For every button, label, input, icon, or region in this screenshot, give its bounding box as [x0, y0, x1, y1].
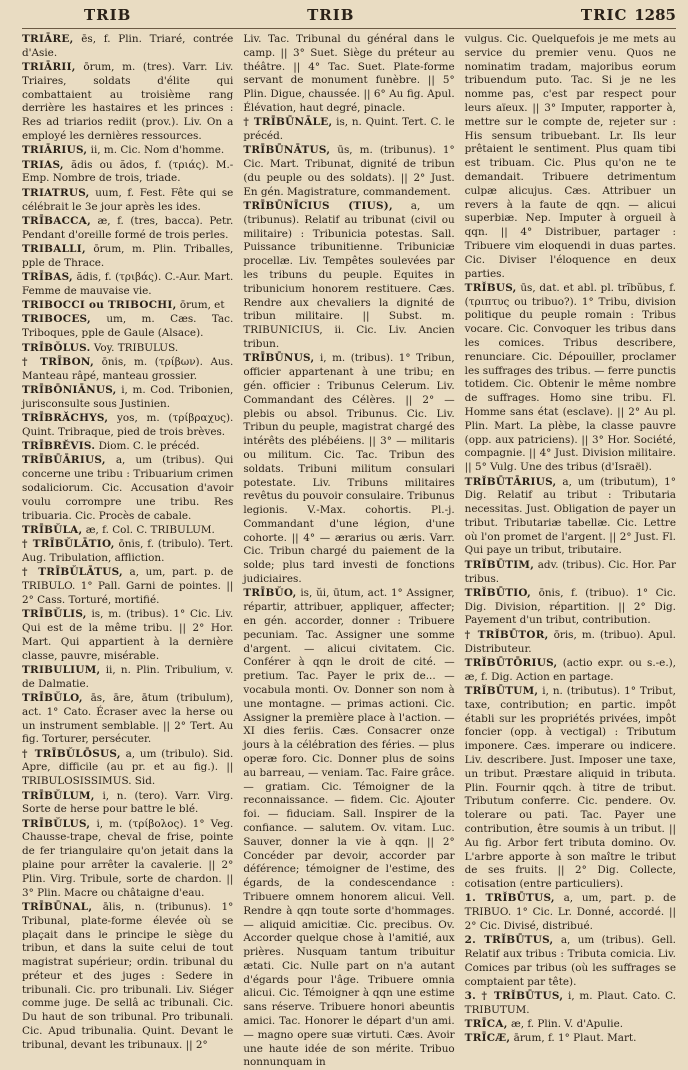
entry-definition: ōnis, f. (tribuo). 1° Cic. Dig. Division, répartition. || 2° Dig. Payement d'un tribut, contribution.: [464, 586, 676, 627]
entry-headword: TRIBULIUM,: [22, 663, 101, 676]
dictionary-entry: [465, 934, 676, 989]
entry-definition: ii, n. Plin. Tribulium, v. de Dalmatie.: [22, 663, 234, 690]
entry-definition: um, m. Cæs. Tac. Triboques, pple de Gaule (Alsace).: [22, 313, 234, 340]
dictionary-entry: [22, 271, 233, 299]
entry-definition: ōrum, m. (tres). Varr. Liv. Triaires, soldats d'élite qui combattaient au troisième rang derrière les hastaires et les princes : Res ad triarios rediit (prov.). Liv. On a employé les dernières ressources.: [22, 61, 234, 143]
entry-headword: † TRĪBŬLŌSUS,: [22, 747, 121, 760]
dictionary-entry: [22, 748, 233, 789]
entry-definition: vulgus. Cic. Quelquefois je me mets au service du premier venu. Quos ne nominatim tradam, majoribus eorum tribuendum puto. Tac. Si je ne les nomme pas, c'est par respect pour leurs aïeux. || 3° Imputer, rapporter à, mettre sur le compte de, rejeter sur : His sensum tribuebant. Lr. Ils leur prêtaient le sentiment. Plus quam tibi est tribuam. Cic. Plus qu'on ne te demandait. Tribuere detrimentum culpæ alicujus. Cæs. Attribuer un revers à la faute de qqn. — alicui superbiæ. Nep. Imputer à orgueil à qqn. || 4° Distribuer, partager : Tribuere vim eloquendi in duas partes. Cic. Diviser l'éloquence en deux parties.: [464, 33, 676, 280]
dictionary-entry: [22, 566, 233, 607]
entry-definition: i, m. (τρίβολος). 1° Veg. Chausse-trape, cheval de frise, pointe de fer triangulaire qu'on jetait dans la plaine pour arrêter la cavalerie. || 2° Plin. Virg. Tribule, sorte de chardon. || 3° Plin. Macre ou châtaigne d'eau.: [22, 817, 234, 899]
entry-headword: TRIATRUS,: [22, 186, 90, 199]
dictionary-entry: [22, 356, 233, 384]
entry-headword: TRĪBRĂCHYS,: [22, 412, 109, 425]
entry-definition: ālis, n. (tribunus). 1° Tribunal, plate-forme élevée où se plaçait dans le principe le siège du tribun, et dans la suite celui de tout magistrat supérieur; ordin. tribunal du préteur et des juges : Sedere in tribunali. Cic. pro tribunali. Liv. Siéger comme juge. De sellâ ac tribunali. Cic. Du haut de son tribunal. Pro tribunali. Cic. Apud tribunalia. Quint. Devant le tribunal, devant les tribunaux. || 2°: [22, 900, 234, 1051]
dictionary-entry: [22, 818, 233, 901]
entry-definition: i, m. Cod. Tribonien, jurisconsulte sous Justinien.: [22, 383, 234, 410]
entry-headword: TRĪBŬO,: [243, 587, 297, 600]
dictionary-entry: [243, 200, 454, 352]
entry-headword: TRĪCA,: [464, 1018, 508, 1031]
entry-definition: is, n. Quint. Tert. C. le précéd.: [243, 116, 455, 143]
entry-definition: a, um (tribus). Gell. Relatif aux tribus : Tributa comicia. Liv. Comices par tribus (où les suffrages se comptaient par tête).: [464, 934, 676, 988]
entry-headword: TRĪBACCA,: [22, 214, 91, 227]
dictionary-entry: [243, 587, 454, 1070]
entry-definition: a, um (tribulo). Sid. Apre, difficile (au pr. et au fig.). || TRIBULOSISSIMUS. Sid.: [22, 747, 234, 788]
dictionary-entry: [22, 243, 233, 271]
dictionary-entry: [22, 790, 233, 818]
entry-headword: TRĬBŪTŌRIUS,: [464, 656, 558, 669]
dictionary-entry: [465, 990, 676, 1018]
entry-headword: TRĪBŪNUS,: [243, 352, 315, 365]
entry-definition: Liv. Tac. Tribunal du général dans le camp. || 3° Suet. Siège du préteur au théâtre. || 4° Tac. Suet. Plate-forme servant de monument funèbre. || 5° Plin. Digue, chaussée. || 6° Au fig. Apul. Élévation, haut degré, pinacle.: [243, 33, 455, 114]
dictionary-entry: [22, 144, 233, 158]
entry-headword: TRIĀRE,: [22, 33, 74, 45]
dictionary-entry: [22, 440, 233, 454]
center-headword: TRIB: [307, 6, 355, 24]
entry-headword: TRĪCÆ,: [464, 1032, 511, 1045]
column-1: [22, 33, 234, 1051]
entry-headword: † TRĪBON,: [22, 355, 94, 368]
entry-headword: TRĪBRĔVIS.: [22, 440, 96, 453]
entry-headword: TRĬBŪTIO,: [464, 586, 532, 599]
dictionary-entry: [465, 629, 676, 657]
entry-definition: ūs, dat. et abl. pl. trĭbŭbus, f. (τριπτυς ou tribuo?). 1° Tribu, division politique du peuple romain : Tribus vocare. Cic. Convoquer les tribus dans les comices. Tribus describere, renunciare. Cic. Dépouiller, proclamer les suffrages des tribus. — ferre punctis totidem. Cic. Obtenir le même nombre de suffrages. Homo sine tribu. Fl. Homme sans état (esclave). || 2° Au pl. Plin. Mart. La plèbe, la classe pauvre (opp. aux patriciens). || 3° Hor. Société, compagnie. || 4° Just. Division militaire. || 5° Vulg. Une des tribus (d'Israël).: [464, 281, 676, 474]
entry-headword: TRIBOCES,: [22, 313, 91, 326]
entry-headword: TRĪBŪNĀTUS,: [243, 144, 331, 157]
dictionary-entry: [465, 587, 676, 628]
entry-definition: a, um (tribunus). Relatif au tribunat (civil ou militaire) : Tribunicia potestas. Sall. Puissance tribunitienne. Tribuniciæ procellæ. Liv. Tempêtes soulevées par les tribuns du peuple. Equites in tribunicium honorem restituere. Cæs. Rendre aux chevaliers la dignité de tribun militaire. || Subst. m. TRIBUNICIUS, ii. Cic. Liv. Ancien tribun.: [243, 200, 455, 351]
dictionary-entry: [22, 664, 233, 692]
entry-definition: Voy. TRIBULUS.: [93, 341, 179, 354]
entry-definition: ōnis, m. (τρίβων). Aus. Manteau râpé, manteau grossier.: [22, 355, 234, 382]
dictionary-entry: [22, 299, 233, 313]
dictionary-entry: [243, 116, 454, 144]
entry-definition: i, n. (tero). Varr. Virg. Sorte de herse pour battre le blé.: [22, 789, 234, 816]
dictionary-entry: [22, 412, 233, 440]
column-3: [464, 33, 676, 1045]
entry-definition: Diom. C. le précéd.: [98, 440, 200, 453]
entry-definition: a, um (tribus). Qui concerne une tribu : Tribuarium crimen sodaliciorum. Cic. Accusation d'avoir voulu corrompre une tribu. Res tribuaria. Cic. Procès de cabale.: [22, 454, 234, 522]
running-header: [22, 6, 676, 29]
dictionary-entry: [22, 313, 233, 341]
columns: [22, 33, 676, 1069]
entry-definition: ōrum, et: [179, 299, 225, 312]
entry-headword: † TRĬBŪTOR,: [464, 628, 549, 641]
entry-definition: ūs, m. (tribunus). 1° Cic. Mart. Tribunat, dignité de tribun (du peuple ou des soldats). || 2° Just. En gén. Magistrature, commandement.: [243, 144, 455, 198]
dictionary-entry: [465, 33, 676, 281]
dictionary-entry: [22, 524, 233, 538]
entry-definition: ii, m. Cic. Nom d'homme.: [90, 144, 225, 157]
dictionary-entry: [243, 33, 454, 116]
entry-headword: TRĪBŪNĪCIUS (TIUS),: [243, 200, 393, 213]
entry-definition: yos, m. (τρίβραχυς). Quint. Tribraque, pied de trois brèves.: [22, 412, 234, 438]
entry-definition: a, um, part. p. de TRIBULO. 1° Pall. Garni de pointes. || 2° Cass. Torturé, mortifié.: [22, 566, 234, 606]
dictionary-entry: [243, 352, 454, 587]
entry-headword: † TRĪBŪNĀLE,: [243, 116, 333, 129]
entry-headword: TRĬBUS,: [464, 281, 517, 294]
dictionary-entry: [22, 692, 233, 747]
column-2: [243, 33, 455, 1069]
entry-definition: uum, f. Fest. Fête qui se célébrait le 3e jour après les ides.: [22, 186, 234, 213]
entry-definition: æ, f. Col. C. TRIBULUM.: [85, 523, 215, 536]
dictionary-entry: [22, 159, 233, 187]
entry-definition: is, ŭi, ūtum, act. 1° Assigner, répartir, attribuer, appliquer, affecter; en gén. accorder, donner : Tribuere pecuniam. Tac. Assigner une somme d'argent. — alicui civitatem. Cic. Conférer à qqn le droit de cité. — pretium. Tac. Payer le prix de... — vocabula monti. Ov. Donner son nom à une montagne. — primas actioni. Cic. Assigner la première place à l'action. — XI dies feriis. Cæs. Consacrer onze jours à la célébration des féries. — plus operæ foro. Cic. Donner plus de soins au barreau, — veniam. Tac. Faire grâce. — gratiam. Cic. Témoigner de la reconnaissance. — fidem. Cic. Ajouter foi. — fiduciam. Sall. Inspirer de la confiance. — salutem. Ov. vitam. Luc. Sauver, donner la vie à qqn. || 2° Concéder par devoir, accorder par déférence; témoigner de l'estime, des égards, de la condescendance : Tribuere omnem honorem alicui. Vell. Rendre à qqn toute sorte d'hommages. — aliquid amicitiæ. Cic. precibus. Ov. Accorder quelque chose à l'amitié, aux prières. Nusquam tantum tribuitur ætati. Cic. Nulle part on n'a autant d'égards pour l'âge. Tribuere omnia alicui. Cic. Témoigner à qqn une estime sans réserve. Tribuere honori abeuntis amici. Tac. Honorer le départ d'un ami. — magno opere suæ virtuti. Cæs. Avoir une haute idée de son mérite. Tribuo nonnunquam in: [243, 587, 455, 1069]
entry-definition: ōris, m. (tribuo). Apul. Distributeur.: [464, 628, 676, 655]
entry-headword: TRIBOCCI ou TRIBOCHI,: [22, 299, 177, 312]
entry-definition: i, n. (tributus). 1° Tribut, taxe, contribution; en partic. impôt établi sur les propriétés privées, impôt foncier (opp. à vectigal) : Tributum imponere. Cæs. imperare ou indicere. Liv. describere. Just. Imposer une taxe, un tribut. Præstare aliquid in tributa. Plin. Fournir qqch. à titre de tribut. Tributum conferre. Cic. pendere. Ov. tolerare ou pati. Tac. Payer une contribution, être soumis à un tribut. || Au fig. Arbor fert tributa domino. Ov. L'arbre apporte à son maître le tribut de ses fruits. || 2° Dig. Collecte, cotisation (entre particuliers).: [464, 684, 676, 891]
entry-headword: TRĪBŪĀRIUS,: [22, 454, 106, 467]
entry-headword: † TRĪBŬLĀTIO,: [22, 538, 115, 551]
entry-headword: TRĪBAS,: [22, 271, 73, 284]
entry-definition: ōnis, f. (tribulo). Tert. Aug. Tribulation, affliction.: [22, 538, 234, 564]
entry-definition: adv. (tribus). Cic. Hor. Par tribus.: [464, 558, 676, 585]
entry-headword: TRĬBŪTIM,: [464, 558, 535, 571]
dictionary-entry: [22, 454, 233, 523]
entry-headword: TRĪBŌNIĀNUS,: [22, 383, 117, 396]
dictionary-entry: [22, 342, 233, 356]
entry-headword: TRĪBŪNAL,: [22, 900, 93, 913]
entry-definition: i, m. (tribus). 1° Tribun, officier appartenant à une tribu; en gén. officier : Tribunus Celerum. Liv. Commandant des Célères. || 2° — plebis ou absol. Tribunus. Cic. Liv. Tribun du peuple, magistrat chargé des intérêts des plébéiens. || 3° — militaris ou militum. Cic. Tac. Tribun des soldats. Tribuni militum consulari potestate. Liv. Tribuns militaires revêtus du pouvoir consulaire. Tribunus legionis. V.-Max. cohortis. Pl.-j. Commandant d'une légion, d'une cohorte. || 4° — ærarius ou æris. Varr. Cic. Tribun chargé du paiement de la solde; plus tard investi de fonctions judiciaires.: [243, 352, 455, 586]
dictionary-entry: [22, 608, 233, 663]
entry-definition: ēs, f. Plin. Triaré, contrée d'Asie.: [22, 33, 234, 59]
entry-headword: TRIBALLI,: [22, 242, 86, 255]
entry-definition: æ, f. (tres, bacca). Petr. Pendant d'oreille formé de trois perles.: [22, 214, 234, 241]
entry-headword: TRIĀRIUS,: [22, 144, 88, 157]
entry-definition: ădis ou ădos, f. (τριάς). M.-Emp. Nombre de trois, triade.: [22, 158, 234, 185]
entry-headword: TRĬBŪTĀRIUS,: [464, 475, 557, 488]
dictionary-entry: [22, 33, 233, 61]
entry-headword: TRĪBŬLUM,: [22, 789, 95, 802]
entry-definition: ōrum, m. Plin. Triballes, pple de Thrace.: [22, 242, 234, 269]
entry-headword: 2. TRĬBŪTUS,: [464, 934, 554, 947]
dictionary-entry: [243, 144, 454, 199]
dictionary-entry: [22, 384, 233, 412]
entry-definition: (actio expr. ou s.-e.), æ, f. Dig. Action en partage.: [464, 656, 676, 683]
entry-headword: TRĪBŬLO,: [22, 691, 83, 704]
dictionary-entry: [22, 215, 233, 243]
entry-headword: TRĬBŪTUM,: [464, 684, 539, 697]
entry-definition: ădis, f. (τριβάς). C.-Aur. Mart. Femme de mauvaise vie.: [22, 271, 234, 297]
left-headword: TRIB: [84, 6, 132, 24]
dictionary-entry: [465, 892, 676, 933]
entry-definition: is, m. (tribus). 1° Cic. Liv. Qui est de la même tribu. || 2° Hor. Mart. Qui appartient à la dernière classe, pauvre, misérable.: [22, 608, 234, 662]
right-headword: TRIC: [580, 6, 628, 24]
dictionary-entry: [465, 1032, 676, 1046]
dictionary-entry: [22, 61, 233, 144]
entry-definition: ās, āre, ātum (tribulum), act. 1° Cato. Écraser avec la herse ou un instrument semblable. || 2° Tert. Au fig. Torturer, persécuter.: [22, 691, 234, 746]
dictionary-entry: [465, 685, 676, 892]
page-number: 1285: [634, 6, 676, 24]
entry-headword: TRIĀRII,: [22, 61, 76, 74]
dictionary-entry: [465, 282, 676, 475]
entry-definition: i, m. Plaut. Cato. C. TRIBUTUM.: [464, 989, 676, 1016]
entry-headword: TRĪBŎLUS.: [22, 341, 91, 354]
dictionary-entry: [465, 657, 676, 685]
entry-definition: a, um, part. p. de TRIBUO. 1° Cic. Lr. Donné, accordé. || 2° Cic. Divisé, distribué.: [464, 892, 676, 932]
entry-headword: TRĪBŬLA,: [22, 523, 83, 536]
entry-definition: ārum, f. 1° Plaut. Mart.: [513, 1032, 637, 1045]
entry-definition: a, um (tributum), 1° Dig. Relatif au tribut : Tributaria necessitas. Just. Obligation de payer un tribut. Tributariæ tabellæ. Cic. Lettre où l'on promet de l'argent. || 2° Just. Fl. Qui paye un tribut, tributaire.: [464, 475, 676, 557]
entry-headword: TRĪBŬLIS,: [22, 608, 87, 621]
dictionary-entry: [22, 901, 233, 1053]
dictionary-entry: [465, 559, 676, 587]
entry-headword: 3. † TRĬBŪTUS,: [464, 989, 564, 1002]
entry-headword: † TRĪBŬLĀTUS,: [22, 566, 123, 579]
dictionary-entry: [22, 538, 233, 566]
entry-headword: 1. TRĬBŪTUS,: [464, 892, 555, 905]
entry-headword: TRĪBŬLUS,: [22, 817, 91, 830]
dictionary-entry: [465, 1018, 676, 1032]
dictionary-entry: [22, 187, 233, 215]
entry-definition: æ, f. Plin. V. d'Apulie.: [510, 1018, 624, 1031]
entry-headword: TRIAS,: [22, 158, 64, 171]
dictionary-entry: [465, 476, 676, 559]
